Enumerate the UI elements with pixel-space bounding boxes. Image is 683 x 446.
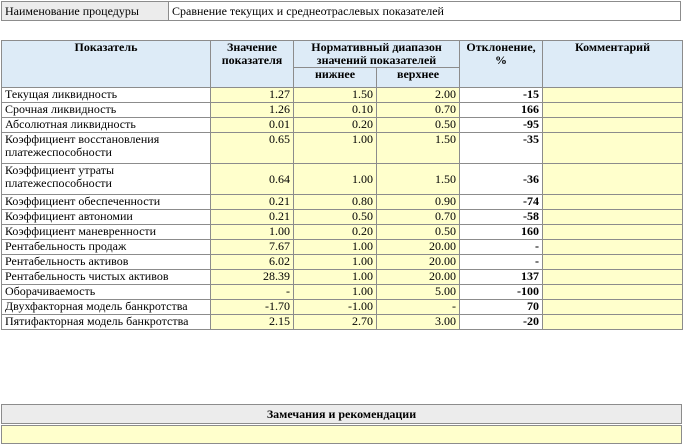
indicator-name: Коэффициент маневренности <box>2 225 211 240</box>
header-upper: верхнее <box>377 68 460 88</box>
deviation-cell: -74 <box>460 195 543 210</box>
value-cell[interactable]: 0.01 <box>211 118 294 133</box>
value-cell[interactable]: 0.65 <box>211 133 294 164</box>
table-row <box>2 103 683 118</box>
upper-cell[interactable]: 0.50 <box>377 118 460 133</box>
deviation-cell: 137 <box>460 270 543 285</box>
deviation-cell: -15 <box>460 88 543 103</box>
value-cell[interactable]: 1.00 <box>211 225 294 240</box>
table-row <box>2 164 683 195</box>
notes-input[interactable] <box>1 425 682 444</box>
deviation-cell: 70 <box>460 300 543 315</box>
table-row <box>2 300 683 315</box>
comment-cell[interactable] <box>543 285 683 300</box>
table-row <box>2 195 683 210</box>
lower-cell[interactable]: 1.00 <box>294 270 377 285</box>
lower-cell[interactable]: 0.20 <box>294 225 377 240</box>
deviation-cell: 166 <box>460 103 543 118</box>
lower-cell[interactable]: 1.00 <box>294 240 377 255</box>
upper-cell[interactable]: 0.70 <box>377 210 460 225</box>
upper-cell[interactable]: 20.00 <box>377 270 460 285</box>
value-cell[interactable]: 1.27 <box>211 88 294 103</box>
procedure-label: Наименование процедуры <box>1 1 169 21</box>
value-cell[interactable]: -1.70 <box>211 300 294 315</box>
indicators-table <box>1 40 683 330</box>
upper-cell[interactable]: - <box>377 300 460 315</box>
table-row <box>2 118 683 133</box>
comment-cell[interactable] <box>543 195 683 210</box>
comment-cell[interactable] <box>543 103 683 118</box>
comment-cell[interactable] <box>543 270 683 285</box>
lower-cell[interactable]: 0.50 <box>294 210 377 225</box>
deviation-cell: -100 <box>460 285 543 300</box>
deviation-cell: -35 <box>460 133 543 164</box>
header-normative-range: Нормативный диапазон значений показателей <box>294 41 460 68</box>
header-comment: Комментарий <box>543 41 683 88</box>
table-row <box>2 255 683 270</box>
table-row <box>2 88 683 103</box>
deviation-cell: - <box>460 240 543 255</box>
deviation-cell: -20 <box>460 315 543 330</box>
table-row <box>2 315 683 330</box>
indicator-name: Срочная ликвидность <box>2 103 211 118</box>
header-deviation: Отклонение, % <box>460 41 543 88</box>
upper-cell[interactable]: 20.00 <box>377 240 460 255</box>
header-lower: нижнее <box>294 68 377 88</box>
header-indicator: Показатель <box>2 41 211 88</box>
comment-cell[interactable] <box>543 133 683 164</box>
indicator-name: Пятифакторная модель банкротства <box>2 315 211 330</box>
comment-cell[interactable] <box>543 210 683 225</box>
notes-header: Замечания и рекомендации <box>1 404 682 424</box>
comment-cell[interactable] <box>543 164 683 195</box>
lower-cell[interactable]: 0.10 <box>294 103 377 118</box>
indicator-name: Рентабельность продаж <box>2 240 211 255</box>
upper-cell[interactable]: 3.00 <box>377 315 460 330</box>
indicator-name: Коэффициент утраты платежеспособности <box>2 164 211 195</box>
upper-cell[interactable]: 0.50 <box>377 225 460 240</box>
comment-cell[interactable] <box>543 255 683 270</box>
comment-cell[interactable] <box>543 315 683 330</box>
value-cell[interactable]: 0.21 <box>211 195 294 210</box>
deviation-cell: -95 <box>460 118 543 133</box>
value-cell[interactable]: 28.39 <box>211 270 294 285</box>
comment-cell[interactable] <box>543 300 683 315</box>
indicator-name: Коэффициент автономии <box>2 210 211 225</box>
table-row <box>2 225 683 240</box>
comment-cell[interactable] <box>543 88 683 103</box>
indicator-name: Рентабельность чистых активов <box>2 270 211 285</box>
upper-cell[interactable]: 2.00 <box>377 88 460 103</box>
value-cell[interactable]: 0.21 <box>211 210 294 225</box>
lower-cell[interactable]: 1.00 <box>294 133 377 164</box>
upper-cell[interactable]: 0.90 <box>377 195 460 210</box>
upper-cell[interactable]: 5.00 <box>377 285 460 300</box>
upper-cell[interactable]: 20.00 <box>377 255 460 270</box>
procedure-bar <box>1 1 681 21</box>
value-cell[interactable]: - <box>211 285 294 300</box>
deviation-cell: -58 <box>460 210 543 225</box>
indicator-name: Коэффициент обеспеченности <box>2 195 211 210</box>
indicator-name: Рентабельность активов <box>2 255 211 270</box>
deviation-cell: -36 <box>460 164 543 195</box>
comment-cell[interactable] <box>543 225 683 240</box>
table-row <box>2 270 683 285</box>
indicator-name: Коэффициент восстановления платежеспособности <box>2 133 211 164</box>
lower-cell[interactable]: 1.50 <box>294 88 377 103</box>
upper-cell[interactable]: 1.50 <box>377 164 460 195</box>
lower-cell[interactable]: -1.00 <box>294 300 377 315</box>
upper-cell[interactable]: 0.70 <box>377 103 460 118</box>
table-row <box>2 133 683 164</box>
value-cell[interactable]: 1.26 <box>211 103 294 118</box>
deviation-cell: - <box>460 255 543 270</box>
value-cell[interactable]: 7.67 <box>211 240 294 255</box>
value-cell[interactable]: 6.02 <box>211 255 294 270</box>
comment-cell[interactable] <box>543 240 683 255</box>
lower-cell[interactable]: 1.00 <box>294 255 377 270</box>
lower-cell[interactable]: 1.00 <box>294 285 377 300</box>
upper-cell[interactable]: 1.50 <box>377 133 460 164</box>
comment-cell[interactable] <box>543 118 683 133</box>
procedure-name-field[interactable]: Сравнение текущих и среднеотраслевых показателей <box>169 1 681 21</box>
table-row <box>2 240 683 255</box>
deviation-cell: 160 <box>460 225 543 240</box>
indicator-name: Оборачиваемость <box>2 285 211 300</box>
indicator-name: Двухфакторная модель банкротства <box>2 300 211 315</box>
lower-cell[interactable]: 1.00 <box>294 164 377 195</box>
header-value: Значение показателя <box>211 41 294 88</box>
lower-cell[interactable]: 2.70 <box>294 315 377 330</box>
table-row <box>2 210 683 225</box>
value-cell[interactable]: 0.64 <box>211 164 294 195</box>
value-cell[interactable]: 2.15 <box>211 315 294 330</box>
lower-cell[interactable]: 0.80 <box>294 195 377 210</box>
indicator-name: Абсолютная ликвидность <box>2 118 211 133</box>
table-row <box>2 285 683 300</box>
lower-cell[interactable]: 0.20 <box>294 118 377 133</box>
indicator-name: Текущая ликвидность <box>2 88 211 103</box>
